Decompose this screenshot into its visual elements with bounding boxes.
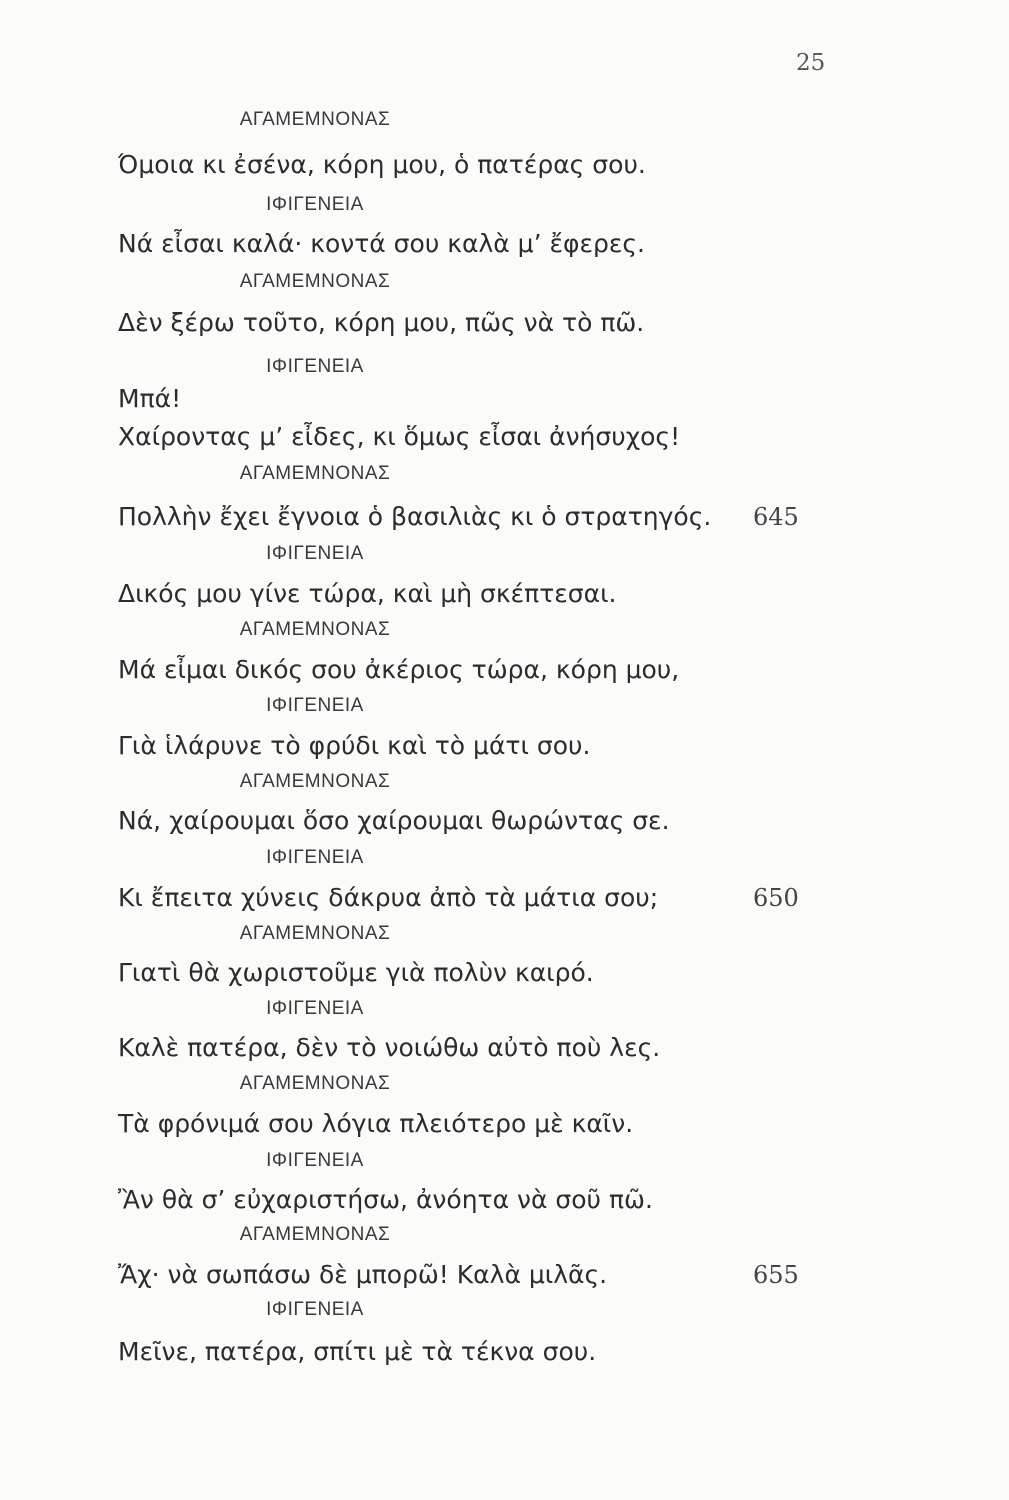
speaker-name: ΑΓΑΜΕΜΝΟΝΑΣ bbox=[239, 1224, 391, 1245]
page-number: 25 bbox=[796, 50, 826, 76]
verse-line: Καλὲ πατέρα, δὲν τὸ νοιώθω αὐτὸ ποὺ λες. bbox=[118, 1033, 661, 1062]
speaker-name: ΙΦΙΓΕΝΕΙΑ bbox=[266, 998, 364, 1019]
verse-line: Τὰ φρόνιμά σου λόγια πλειότερο μὲ καῖν. bbox=[118, 1109, 634, 1138]
verse-line: Νά εἶσαι καλά· κοντά σου καλὰ μ’ ἔφερες. bbox=[118, 229, 645, 258]
speaker-name: ΙΦΙΓΕΝΕΙΑ bbox=[266, 1299, 364, 1320]
speaker-name: ΑΓΑΜΕΜΝΟΝΑΣ bbox=[239, 923, 391, 944]
speaker-name: ΙΦΙΓΕΝΕΙΑ bbox=[266, 847, 364, 868]
verse-line: Ἄχ· νὰ σωπάσω δὲ μπορῶ! Καλὰ μιλᾶς. bbox=[118, 1260, 608, 1289]
verse-line: Δὲν ξέρω τοῦτο, κόρη μου, πῶς νὰ τὸ πῶ. bbox=[118, 308, 645, 337]
speaker-name: ΑΓΑΜΕΜΝΟΝΑΣ bbox=[239, 1073, 391, 1094]
verse-line: Χαίροντας μ’ εἶδες, κι ὅμως εἶσαι ἀνήσυχος! bbox=[118, 422, 681, 451]
speaker-name: ΑΓΑΜΕΜΝΟΝΑΣ bbox=[239, 271, 391, 292]
line-number: 655 bbox=[753, 1261, 799, 1289]
verse-line: Δικός μου γίνε τώρα, καὶ μὴ σκέπτεσαι. bbox=[118, 579, 617, 608]
verse-line: Όμοια κι ἐσένα, κόρη μου, ὁ πατέρας σου. bbox=[118, 150, 646, 179]
verse-line: Ἂν θὰ σ’ εὐχαριστήσω, ἀνόητα νὰ σοῦ πῶ. bbox=[118, 1185, 653, 1214]
verse-line: Γιὰ ἱλάρυνε τὸ φρύδι καὶ τὸ μάτι σου. bbox=[118, 731, 591, 760]
speaker-name: ΑΓΑΜΕΜΝΟΝΑΣ bbox=[239, 463, 391, 484]
speaker-name: ΑΓΑΜΕΜΝΟΝΑΣ bbox=[239, 109, 391, 130]
speaker-name: ΑΓΑΜΕΜΝΟΝΑΣ bbox=[239, 619, 391, 640]
verse-line: Κι ἔπειτα χύνεις δάκρυα ἀπὸ τὰ μάτια σου; bbox=[118, 883, 659, 912]
verse-line: Μά εἶμαι δικός σου ἀκέριος τώρα, κόρη μου, bbox=[118, 655, 680, 684]
speaker-name: ΑΓΑΜΕΜΝΟΝΑΣ bbox=[239, 771, 391, 792]
speaker-name: ΙΦΙΓΕΝΕΙΑ bbox=[266, 695, 364, 716]
speaker-name: ΙΦΙΓΕΝΕΙΑ bbox=[266, 194, 364, 215]
verse-line: Γιατὶ θὰ χωριστοῦμε γιὰ πολὺν καιρό. bbox=[118, 958, 594, 987]
verse-line: Νά, χαίρουμαι ὅσο χαίρουμαι θωρώντας σε. bbox=[118, 806, 670, 835]
speaker-name: ΙΦΙΓΕΝΕΙΑ bbox=[266, 356, 364, 377]
speaker-name: ΙΦΙΓΕΝΕΙΑ bbox=[266, 543, 364, 564]
verse-line: Μεῖνε, πατέρα, σπίτι μὲ τὰ τέκνα σου. bbox=[118, 1337, 597, 1366]
line-number: 645 bbox=[753, 503, 799, 531]
verse-line: Πολλὴν ἔχει ἔγνοια ὁ βασιλιὰς κι ὁ στρατηγός. bbox=[118, 502, 712, 531]
line-number: 650 bbox=[753, 884, 799, 912]
verse-line: Μπά! bbox=[118, 384, 182, 413]
speaker-name: ΙΦΙΓΕΝΕΙΑ bbox=[266, 1150, 364, 1171]
